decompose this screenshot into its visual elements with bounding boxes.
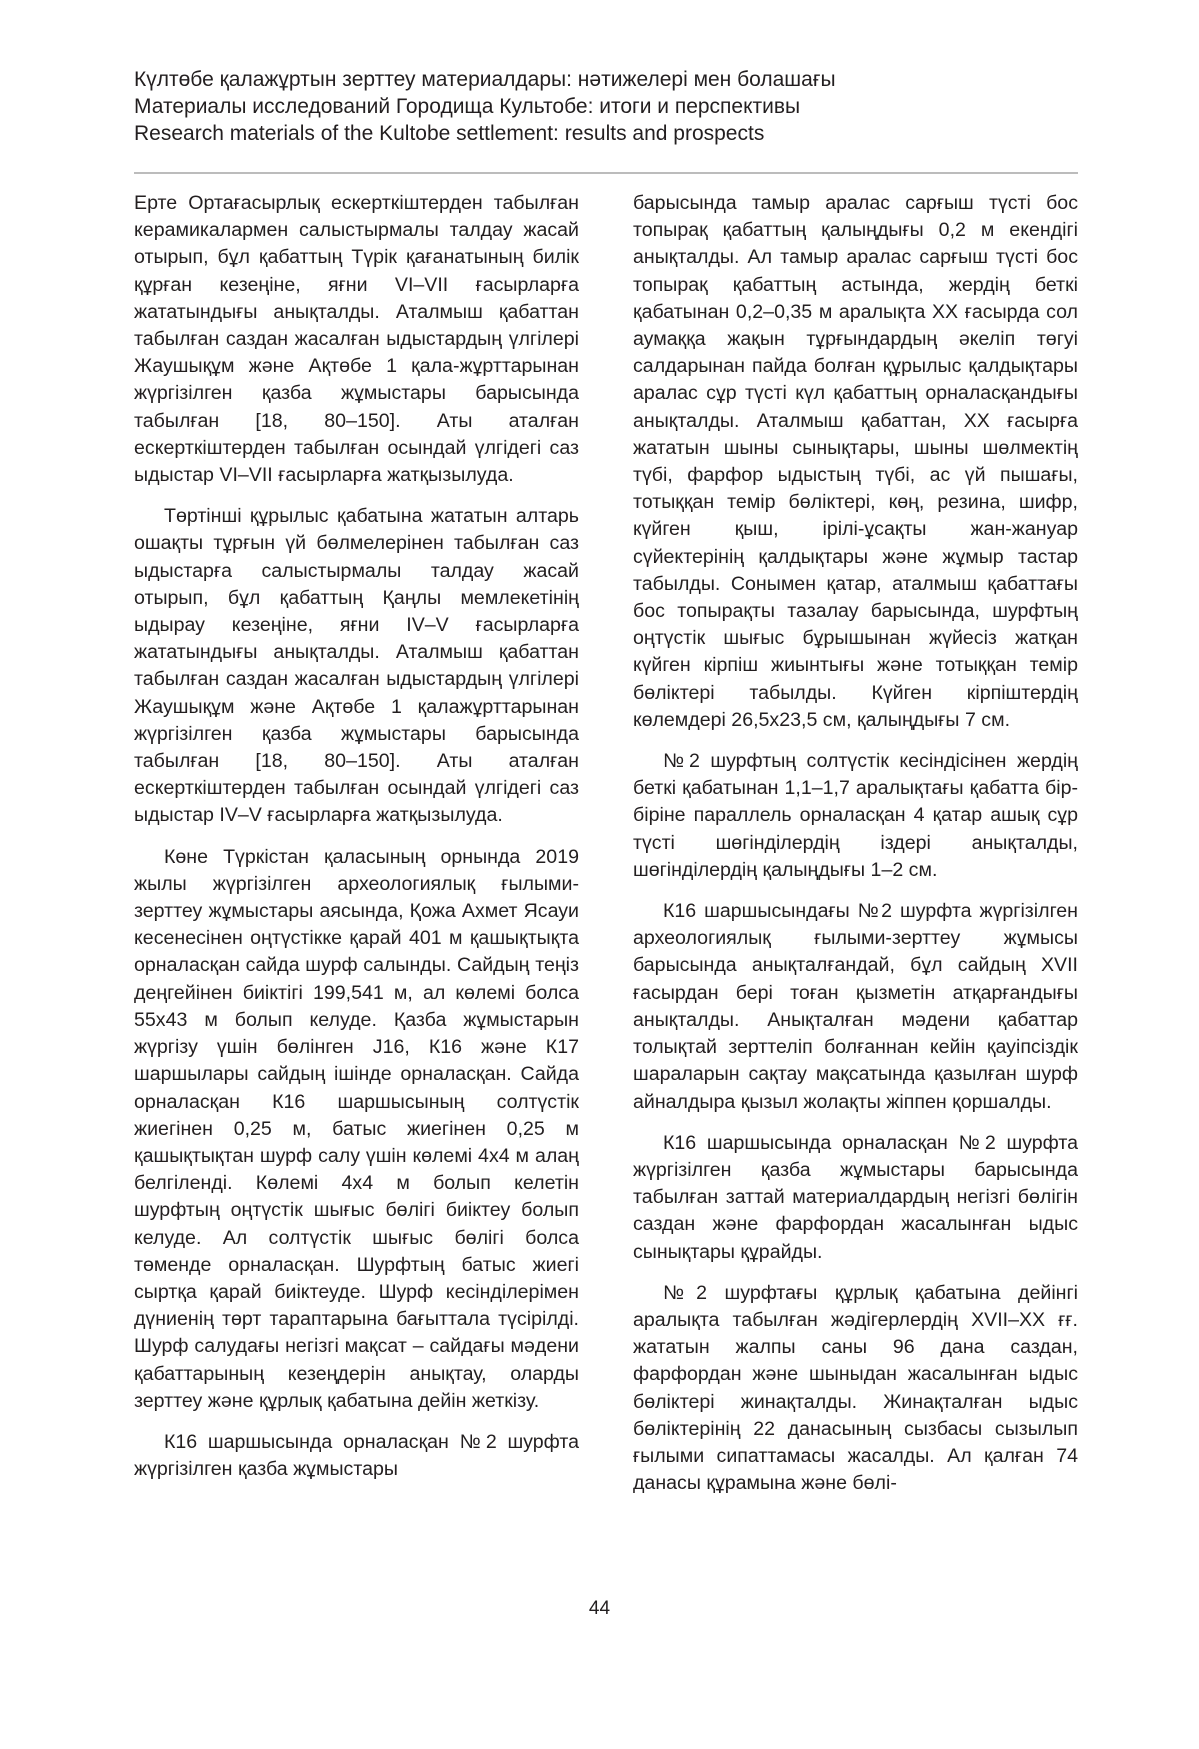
paragraph: Ерте Ортағасырлық ескерткіштерден табылған керамикалармен салыстырмалы талдау жасай отырып, бұл қабаттың Түрік қағанатының билік құрған кезеңіне, яғни VI–VII ғасырларға жататындығы анықталды. Аталмыш қабаттан табылған саздан жасалған ыдыстардың үлгілері Жаушықұм және Ақтөбе 1 қала-жұрттарынан жүргізілген қазба жұмыстары барысында табылған [18, 80–150]. Аты аталған ескерткіштерден табылған осындай үлгідегі саз ыдыстар VI–VII ғасырларға жатқызылуда. [134,192,579,487]
paragraph: №2 шурфтың солтүстік кесіндісінен жердің беткі қабатынан 1,1–1,7 аралықтағы қабатта бір-біріне параллель орналасқан 4 қатар ашық сұр түсті шөгінділердің іздері анықталды, шөгінділердің қалыңдығы 1–2 см. [633,750,1078,881]
paragraph: Төртінші құрылыс қабатына жататын алтарь ошақты тұрғын үй бөлмелерінен табылған саз ыдыстарға салыстырмалы талдау жасай отырып, бұл қабаттың Қаңлы мемлекетінің ыдырау кезеңіне, яғни IV–V ғасырларға жататындығы анықталды. Аталмыш қабаттан табылған саздан жасалған ыдыстардың үлгілері Жаушықұм және Ақтөбе 1 қалажұрттарынан жүргізілген қазба жұмыстары барысында табылған [18, 80–150]. Аты аталған ескерткіштерден табылған осындай үлгідегі саз ыдыстар IV–V ғасырларға жатқызылуда. [134,505,579,827]
header-divider [134,172,1078,174]
right-text-column [633,190,1078,1511]
header-title-russian: Материалы исследований Городища Культобе: итоги и перспективы [134,95,801,118]
paragraph: К16 шаршысында орналасқан №2 шурфта жүргізілген қазба жұмыстары [134,1430,579,1481]
running-header [134,66,1080,147]
paragraph: Көне Түркістан қаласының орнында 2019 жылы жүргізілген археологиялық ғылыми-зерттеу жұмыстары аясында, Қожа Ахмет Ясауи кесенесінен оңтүстікке қарай 401 м қашықтықта орналасқан сайда шурф салынды. Сайдың теңіз деңгейінен биіктігі 199,541 м, ал көлемі болса 55х43 м болып келуде. Қазба жұмыстарын жүргізу үшін бөлінген J16, К16 және К17 шаршылары сайдың ішінде орналасқан. Сайда орналасқан К16 шаршысының солтүстік жиегінен 0,25 м, батыс жиегінен 0,25 м қашықтықтан шурф салу үшін көлемі 4х4 м алаң белгіленді. Көлемі 4х4 м болып келетін шурфтың оңтүстік шығыс бөлігі биіктеу болып келуде. Ал солтүстік шығыс бөлігі болса төменде орналасқан. Шурфтың батыс жиегі сыртқа қарай биіктеуде. Шурф кесінділерімен дүниенің төрт тараптарына бағыттала түсірілді. Шурф салудағы негізгі мақсат – сайдағы мәдени қабаттарының кезеңдерін анықтау, оларды зерттеу және құрлық қабатына дейін жеткізу. [134,845,579,1412]
paragraph: К16 шаршысындағы №2 шурфта жүргізілген археологиялық ғылыми-зерттеу жұмысы барысында анықталғандай, бұл сайдың XVII ғасырдан бері тоған қызметін атқарғандығы анықталды. Анықталған мәдени қабаттар толықтай зерттеліп болғаннан кейін қауіпсіздік шараларын сақтау мақсатында қазылған шурф айналдыра қызыл жолақты жіппен қоршалды. [633,900,1078,1113]
paragraph: К16 шаршысында орналасқан №2 шурфта жүргізілген қазба жұмыстары барысында табылған заттай материалдардың негізгі бөлігін саздан және фарфордан жасалынған ыдыс сынықтары құрайды. [633,1131,1078,1263]
header-title-kazakh: Күлтөбе қалажұртын зерттеу материалдары: нәтижелері мен болашағы [134,68,836,91]
header-title-english: Research materials of the Kultobe settlement: results and prospects [134,122,765,145]
left-text-column [134,190,579,1497]
paragraph: барысында тамыр аралас сарғыш түсті бос топырақ қабаттың қалыңдығы 0,2 м екендігі анықталды. Ал тамыр аралас сарғыш түсті бос топырақ қабаттың астында, жердің беткі қабатынан 0,2–0,35 м аралықта XX ғасырда сол аумаққа жақын тұрғындардың әкеліп төгуі салдарынан пайда болған құрылыс қалдықтары аралас сұр түсті күл қабаттың орналасқандығы анықталды. Аталмыш қабаттан, XX ғасырға жататын шыны сынықтары, шыны шөлмектің түбі, фарфор ыдыстың түбі, ас үй пышағы, тотыққан темір бөліктері, көң, резина, шифр, күйген қыш, ірілі-ұсақты жан-жануар сүйектерінің қалдықтары және жұмыр тастар табылды. Сонымен қатар, аталмыш қабаттағы бос топырақты тазалау барысында, шурфтың оңтүстік шығыс бұрышынан жүйесіз жатқан күйген кірпіш жиынтығы және тотыққан темір бөліктері табылды. Күйген кірпіштердің көлемдері 26,5х23,5 см, қалыңдығы 7 см. [633,192,1078,731]
page-number: 44 [588,1598,611,1619]
paragraph: №2 шурфтағы құрлық қабатына дейінгі аралықта табылған жәдігерлердің XVII–XX ғғ. жататын жалпы саны 96 дана саздан, фарфордан және шыныдан жасалынған ыдыс бөліктері жинақталды. Жинақталған ыдыс бөліктерінің 22 данасының сызбасы сызылып ғылыми сипаттамасы жасалды. Ал қалған 74 данасы құрамына және бөлі- [633,1281,1078,1495]
